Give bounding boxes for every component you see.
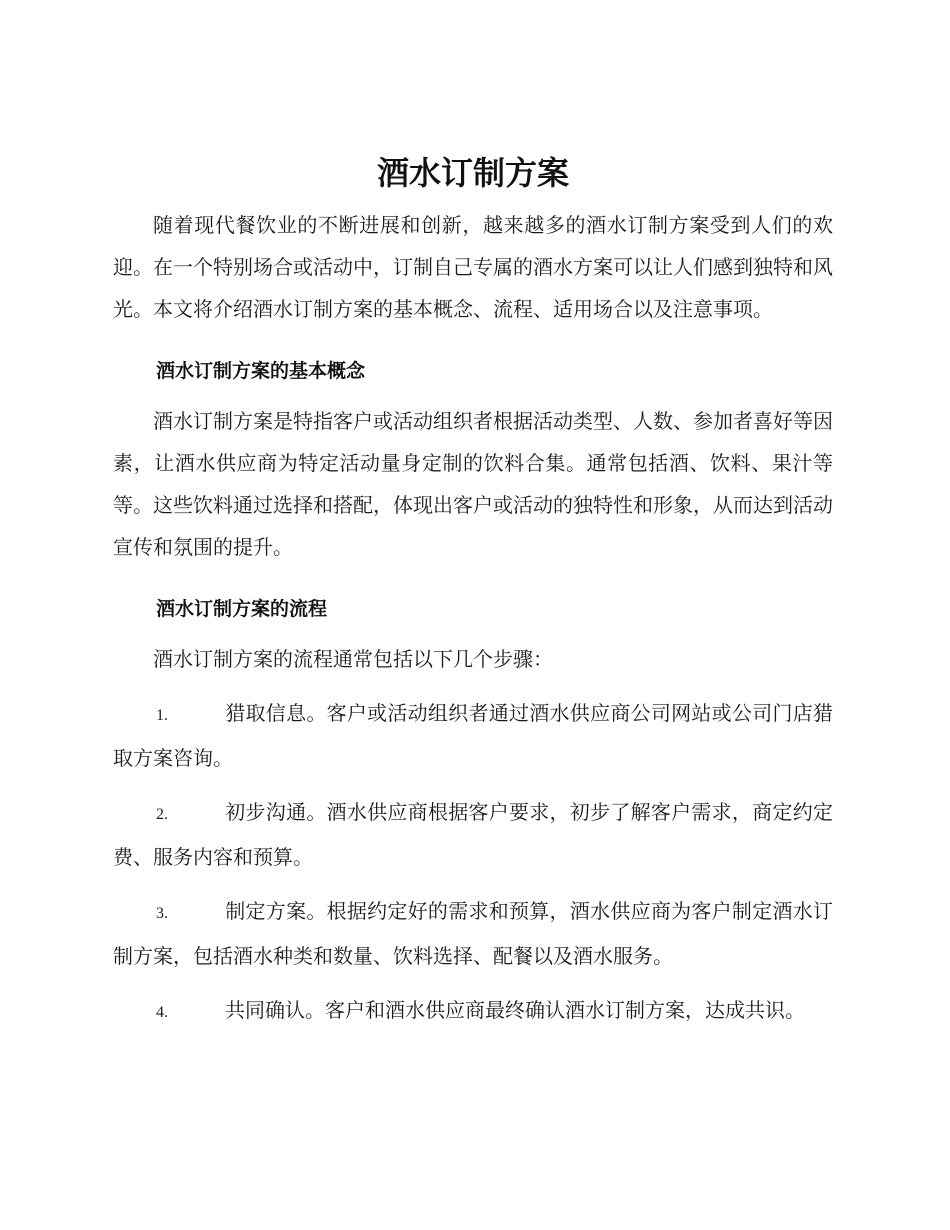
document-body (113, 150, 833, 1046)
list-item-number: 4. (156, 1004, 168, 1021)
list-item-text: 制定方案。根据约定好的需求和预算，酒水供应商为客户制定酒水订制方案，包括酒水种类和数量、饮料选择、配餐以及酒水服务。 (113, 899, 833, 968)
section-body-process: 酒水订制方案的流程通常包括以下几个步骤： (153, 647, 553, 671)
section-body-concept: 酒水订制方案是特指客户或活动组织者根据活动类型、人数、参加者喜好等因素，让酒水供应商为特定活动量身定制的饮料合集。通常包括酒、饮料、果汁等等。这些饮料通过选择和搭配，体现出客户或活动的独特性和形象，从而达到活动宣传和氛围的提升。 (113, 409, 833, 559)
list-item (113, 890, 833, 977)
list-item-number: 2. (156, 806, 168, 823)
document-title: 酒水订制方案 (376, 154, 569, 192)
list-item (113, 989, 833, 1034)
list-item-text: 初步沟通。酒水供应商根据客户要求，初步了解客户需求，商定约定费、服务内容和预算。 (113, 800, 833, 869)
intro-paragraph: 随着现代餐饮业的不断进展和创新，越来越多的酒水订制方案受到人们的欢迎。在一个特别场合或活动中，订制自己专属的酒水方案可以让人们感到独特和风光。本文将介绍酒水订制方案的基本概念、流程、适用场合以及注意事项。 (113, 213, 833, 321)
process-steps-list (113, 692, 833, 1034)
list-item-text: 猎取信息。客户或活动组织者通过酒水供应商公司网站或公司门店猎取方案咨询。 (113, 701, 833, 770)
list-item-number: 3. (156, 905, 168, 922)
section-heading-process: 酒水订制方案的流程 (156, 598, 328, 620)
list-item (113, 692, 833, 779)
list-item-number: 1. (156, 707, 168, 724)
list-item-text: 共同确认。客户和酒水供应商最终确认酒水订制方案，达成共识。 (225, 998, 805, 1022)
list-item (113, 791, 833, 878)
section-heading-concept: 酒水订制方案的基本概念 (156, 360, 366, 382)
